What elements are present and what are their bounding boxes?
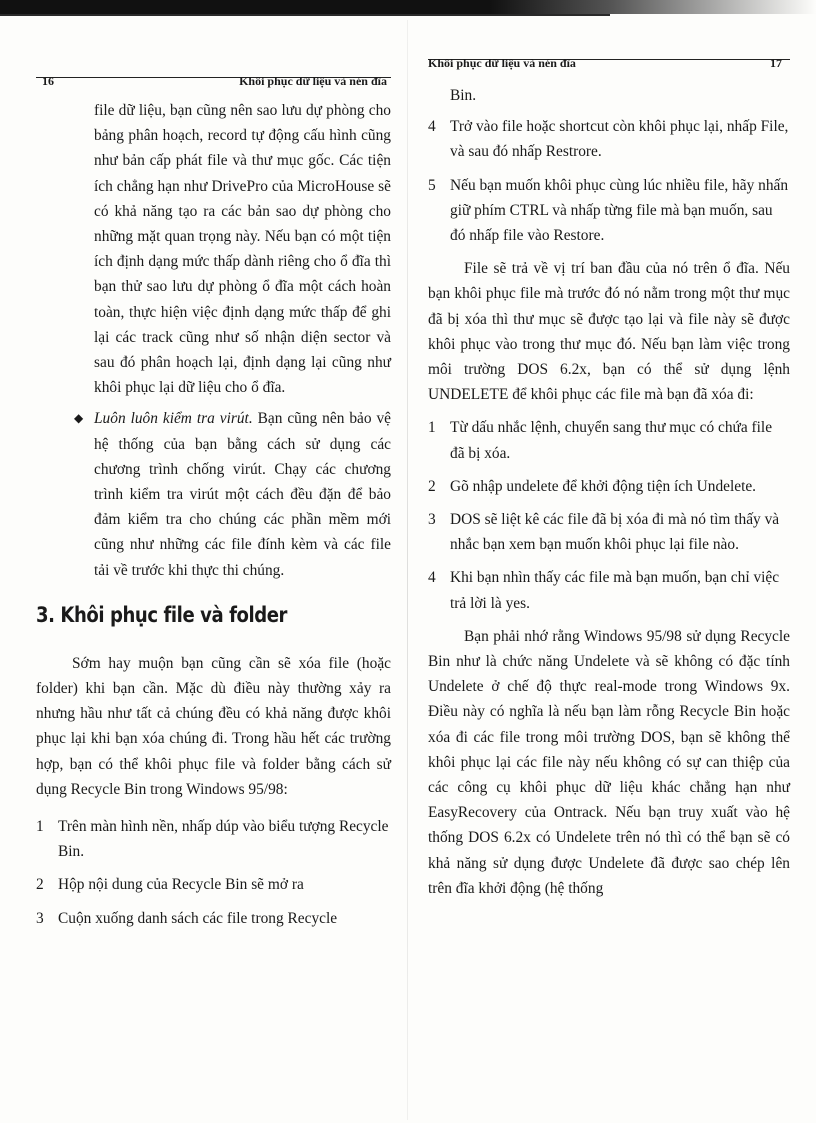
right-running-title: Khôi phục dữ liệu và nén đĩa (428, 56, 576, 70)
left-running-head (36, 74, 391, 88)
step-text: Nếu bạn muốn khôi phục cùng lúc nhiều file, hãy nhấn giữ phím CTRL và nhấp từng file mà bạn muốn, sau đó nhấp file vào Restore. (450, 176, 789, 245)
right-paragraph-2: Bạn phải nhớ rằng Windows 95/98 sử dụng Recycle Bin như là chức năng Undelete và sẽ không có đặc tính Undelete ở chế độ thực real-mode trong Windows 9x. Điều này có nghĩa là nếu bạn làm rỗng Recycle Bin hoặc xóa đi các file trong môi trường DOS, bạn sẽ không thể khôi phục lại các file này nếu không có sự can thiệp của các công cụ khôi phục dữ liệu khác chẳng hạn như EasyRecovery của Ontrack. Nếu bạn truy xuất vào hệ thống DOS 6.2x có Undelete trên nó thì có thể bạn sẽ có khả năng sử dụng được Undelete đã được sao chép lên trên đĩa khởi động (hệ thống (428, 627, 790, 897)
book-gutter (407, 20, 408, 1120)
left-body (36, 98, 391, 939)
left-page-number: 16 (42, 74, 54, 88)
step-text: Cuộn xuống danh sách các file trong Recycle (58, 909, 338, 927)
list-item (36, 814, 391, 864)
step-text: Gõ nhập undelete để khởi động tiện ích Undelete. (450, 477, 757, 495)
list-item (428, 173, 790, 249)
step-text: Trên màn hình nền, nhấp dúp vào biểu tượng Recycle Bin. (58, 818, 389, 861)
step-number: 4 (428, 118, 436, 136)
step-number: 1 (428, 419, 436, 437)
left-page (36, 0, 391, 1123)
list-item (428, 507, 790, 557)
bullet-lead: Luôn luôn kiểm tra virút. (94, 410, 253, 428)
right-continued-text: Bin. (450, 87, 477, 104)
step-number: 3 (428, 511, 436, 529)
left-continued-paragraph: file dữ liệu, bạn cũng nên sao lưu dự phòng cho bảng phân hoạch, record tự động cấu hình cũng như bản cấp phát file và thư mục gốc. Các tiện ích chẳng hạn như DrivePro của MicroHouse sẽ có khả năng tạo ra các bản sao dự phòng cho những mặt quan trọng này. Nếu bạn có một tiện ích định dạng mức thấp dành riêng cho ổ đĩa thì bạn thử sao lưu dự phòng ổ đĩa một cách hoàn toàn, thực hiện việc định dạng mức thấp để ghi lại các track cũng như số nhận diện sector và sau đó phân hoạch lại, định dạng lại cũng như khôi phục lại dữ liệu cho ổ đĩa. (94, 102, 391, 397)
right-page-number: 17 (770, 56, 782, 70)
step-number: 4 (428, 569, 436, 587)
step-number: 2 (428, 477, 436, 495)
step-number: 3 (36, 909, 44, 927)
list-item (428, 565, 790, 615)
step-number: 2 (36, 876, 44, 894)
intro-paragraph: Sớm hay muộn bạn cũng cần sẽ xóa file (hoặc folder) khi bạn cần. Mặc dù điều này thường xảy ra nhưng hầu như tất cả chúng đều có khả năng được khôi phục lại khi bạn xóa chúng đi. Trong hầu hết các trường hợp, bạn có thể khôi phục file và folder bằng cách sử dụng Recycle Bin trong Windows 95/98: (36, 654, 391, 798)
right-steps-list-b (428, 415, 790, 615)
bullet-text: Bạn cũng nên bảo vệ hệ thống của bạn bằng cách sử dụng các chương trình chống virút. Chạy các chương trình kiểm tra virút một cách đều đặn để bảo đảm kiểm tra cho chúng các phần mềm mới cũng như những các file đính kèm và các file tải về trước khi thực thi chúng. (94, 410, 392, 579)
right-body (428, 83, 790, 901)
step-text: Khi bạn nhìn thấy các file mà bạn muốn, bạn chỉ việc trả lời là yes. (450, 569, 780, 612)
left-steps-list (36, 814, 391, 931)
left-running-title: Khôi phục dữ liệu và nén đĩa (239, 74, 387, 88)
right-running-head (428, 56, 790, 70)
right-page (428, 0, 790, 1123)
section-heading: 3. Khôi phục file và folder (36, 602, 288, 627)
step-text: Từ dấu nhắc lệnh, chuyển sang thư mục có chứa file đã bị xóa. (450, 419, 773, 462)
step-number: 1 (36, 818, 44, 836)
list-item (428, 474, 790, 499)
step-number: 5 (428, 176, 436, 194)
list-item (428, 114, 790, 164)
list-item (36, 872, 391, 897)
step-text: Hộp nội dung của Recycle Bin sẽ mở ra (58, 876, 304, 894)
bullet-item (36, 406, 391, 582)
diamond-bullet-icon: ◆ (74, 411, 84, 426)
right-paragraph-1: File sẽ trả về vị trí ban đầu của nó trên ổ đĩa. Nếu bạn khôi phục file mà trước đó nó nằm trong một thư mục đã bị xóa thì thư mục sẽ được tạo lại và file này sẽ được khôi phục vào trong thư mục đó. Nếu bạn làm việc trong môi trường DOS 6.2x, bạn có thể sử dụng lệnh UNDELETE để khôi phục các file mà bạn đã xóa đi: (428, 260, 790, 404)
list-item (36, 906, 391, 931)
right-steps-list-a (428, 114, 790, 248)
list-item (428, 415, 790, 465)
step-text: DOS sẽ liệt kê các file đã bị xóa đi mà nó tìm thấy và nhắc bạn xem bạn muốn khôi phục lại file nào. (450, 511, 780, 554)
step-text: Trở vào file hoặc shortcut còn khôi phục lại, nhấp File, và sau đó nhấp Restrore. (450, 118, 789, 161)
